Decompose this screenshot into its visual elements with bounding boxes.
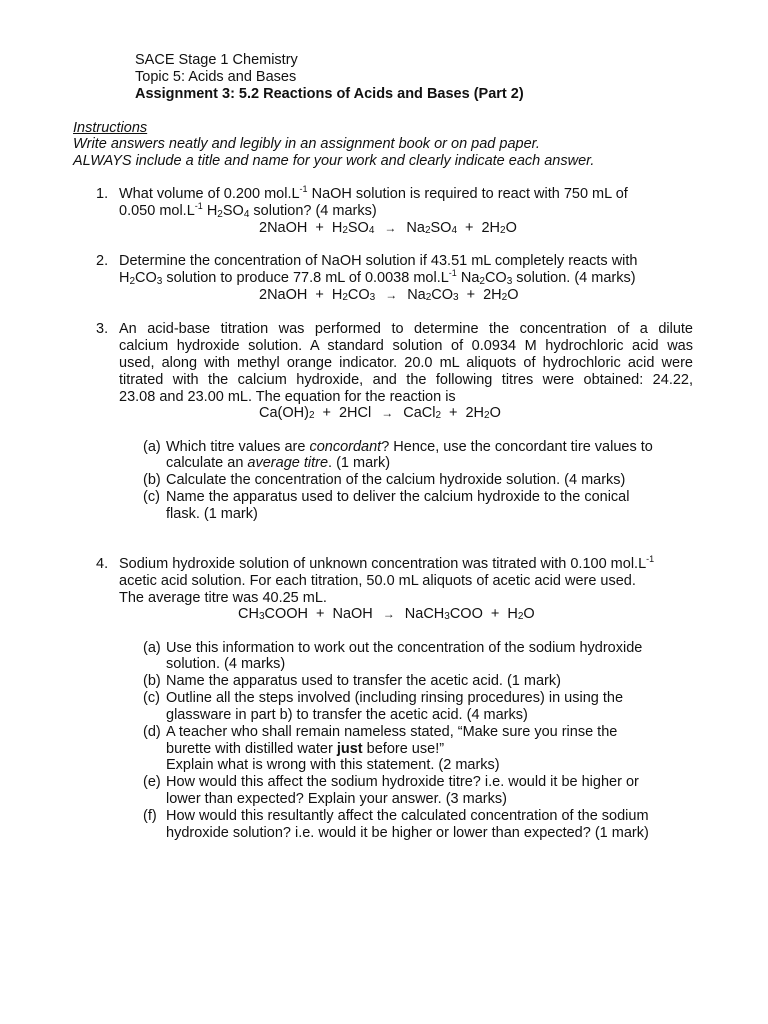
question-text: 23.08 and 23.00 mL. The equation for the reaction is <box>119 389 456 405</box>
chemical-equation: 2NaOH + H2CO3 → Na2CO3 + 2H2O <box>259 287 519 303</box>
assignment-title: Assignment 3: 5.2 Reactions of Acids and Bases (Part 2) <box>135 86 524 102</box>
part-label: (b) <box>143 472 161 488</box>
part-label: (d) <box>143 724 161 740</box>
part-text: Explain what is wrong with this statement. (2 marks) <box>166 757 500 773</box>
part-text: solution. (4 marks) <box>166 656 286 672</box>
question-text: titrated with the calcium hydroxide, and the following titres were obtained: 24.22, <box>119 372 693 388</box>
part-text: glassware in part b) to transfer the acetic acid. (4 marks) <box>166 707 528 723</box>
question-number: 2. <box>96 253 109 269</box>
part-text: How would this resultantly affect the calculated concentration of the sodium <box>166 808 649 824</box>
question-text: acetic acid solution. For each titration, 50.0 mL aliquots of acetic acid were used. <box>119 573 636 589</box>
part-label: (a) <box>143 640 161 656</box>
part-text: How would this affect the sodium hydroxide titre? i.e. would it be higher or <box>166 774 639 790</box>
part-label: (e) <box>143 774 161 790</box>
part-label: (f) <box>143 808 157 824</box>
chemical-equation: 2NaOH + H2SO4 → Na2SO4 + 2H2O <box>259 220 517 236</box>
part-text: lower than expected? Explain your answer. (3 marks) <box>166 791 507 807</box>
question-text: Determine the concentration of NaOH solution if 43.51 mL completely reacts with <box>119 253 638 269</box>
question-text: The average titre was 40.25 mL. <box>119 590 327 606</box>
question-text: What volume of 0.200 $mol.L^{-1}$ NaOH solution is required to react with 750 mL of <box>119 184 628 202</box>
part-text: Calculate the concentration of the calcium hydroxide solution. (4 marks) <box>166 472 626 488</box>
question-text: Sodium hydroxide solution of unknown concentration was titrated with 0.100 $mol.L^{-1}$ <box>119 554 655 572</box>
course-name: SACE Stage 1 Chemistry <box>135 52 298 68</box>
question-text: 0.050 $mol.L^{-1}$ $H_2SO_4$ solution? (4 marks) <box>119 201 377 220</box>
chemical-equation: CH3COOH + NaOH → NaCH3COO + H2O <box>238 606 535 622</box>
question-text: used, along with methyl orange indicator. 20.0 mL aliquots of hydrochloric acid were <box>119 355 693 371</box>
part-label: (c) <box>143 690 160 706</box>
question-text: An acid-base titration was performed to determine the concentration of a dilute <box>119 321 693 337</box>
question-number: 1. <box>96 186 109 202</box>
topic-name: Topic 5: Acids and Bases <box>135 69 297 85</box>
part-label: (a) <box>143 439 161 455</box>
question-number: 3. <box>96 321 109 337</box>
part-text: burette with distilled water just before use!” <box>166 741 445 757</box>
question-number: 4. <box>96 556 109 572</box>
part-text: hydroxide solution? i.e. would it be higher or lower than expected? (1 mark) <box>166 825 649 841</box>
part-text: Name the apparatus used to deliver the calcium hydroxide to the conical <box>166 489 630 505</box>
instructions-heading: Instructions <box>73 120 148 136</box>
part-text: A teacher who shall remain nameless stated, “Make sure you rinse the <box>166 724 618 740</box>
part-label: (c) <box>143 489 160 505</box>
part-text: calculate an average titre. (1 mark) <box>166 455 391 471</box>
instructions-line: ALWAYS include a title and name for your work and clearly indicate each answer. <box>73 153 595 169</box>
chemical-equation: Ca(OH)2 + 2HCl → CaCl2 + 2H2O <box>259 405 501 421</box>
part-text: Which titre values are concordant? Hence, use the concordant tire values to <box>166 439 653 455</box>
part-text: Use this information to work out the concentration of the sodium hydroxide <box>166 640 643 656</box>
part-label: (b) <box>143 673 161 689</box>
part-text: Name the apparatus used to transfer the acetic acid. (1 mark) <box>166 673 561 689</box>
part-text: Outline all the steps involved (including rinsing procedures) in using the <box>166 690 624 706</box>
part-text: flask. (1 mark) <box>166 506 258 522</box>
question-text: $H_2CO_3$ solution to produce 77.8 mL of 0.0038 $mol.L^{-1}$ $Na_2CO_3$ solution. (4 marks) <box>119 268 636 287</box>
instructions-line: Write answers neatly and legibly in an assignment book or on pad paper. <box>73 136 540 152</box>
question-text: calcium hydroxide solution. A standard solution of 0.0934 M hydrochloric acid was <box>119 338 693 354</box>
